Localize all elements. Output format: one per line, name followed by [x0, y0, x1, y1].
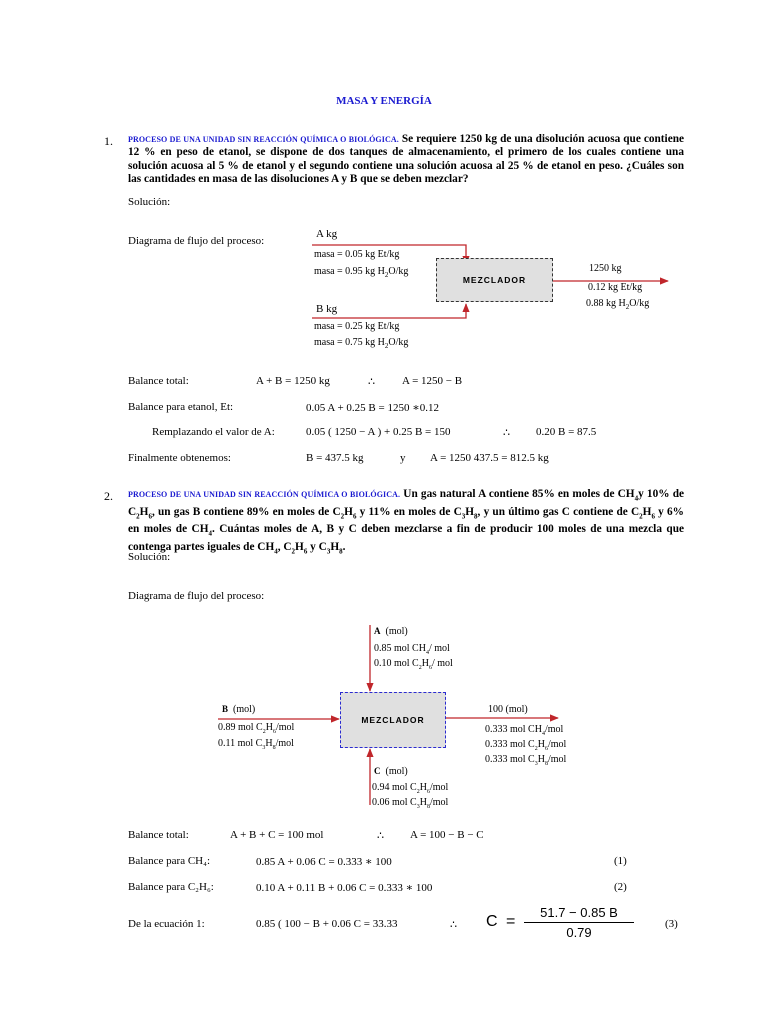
- p2-stream-a-ch4: 0.85 mol $CH_4/$ mol: [374, 643, 450, 656]
- p2-stream-c-c3h8: 0.06 mol $C_3H_8$/mol: [372, 797, 449, 810]
- eq2-1-rhs: A = 100 − B − C: [410, 829, 484, 841]
- p2-stream-b-c3h8: 0.11 mol $C_3H_8$/mol: [218, 738, 294, 751]
- output-1-mass: 1250 kg: [589, 263, 622, 274]
- output-1-water: 0.88 kg $H_2O/kg$: [586, 298, 650, 311]
- eq1-1-therefore: ∴: [368, 376, 375, 388]
- stream-b-water: masa = 0.75 kg $H_2O/kg$: [314, 337, 409, 350]
- eq2-4-therefore: ∴: [450, 919, 457, 931]
- problem-1-text: Se requiere 1250 kg de una disolución acuosa que contiene 12 % en peso de etanol, se dispone de dos tanques de almacenamiento, el primero de los cuales contiene una solución acuosa al 5 % de etanol y el segundo contiene una solución acuosa al 25 % de etanol en peso. ¿Cuáles son las cantidades en masa de las disoluciones A y B que se deben mezclar?: [128, 133, 685, 186]
- eq2-2-lhs: 0.85 A + 0.06 C = 0.333 ∗ 100: [256, 856, 392, 868]
- p2-output-ch4: 0.333 mol $CH_4$/mol: [485, 724, 564, 737]
- stream-b-ethanol: masa = 0.25 kg Et/kg: [314, 321, 400, 332]
- problem-1-number: 1.: [104, 134, 113, 148]
- p2-stream-a-c2h6: 0.10 mol $C_2H_6/$ mol: [374, 658, 453, 671]
- p2-stream-c-header: C (mol): [374, 766, 408, 777]
- eq2-4-variable: C: [486, 913, 498, 930]
- p2-output-c2h6: 0.333 mol $C_2H_6$/mol: [485, 739, 567, 752]
- p2-stream-b-c2h6: 0.89 mol $C_2H_6$/mol: [218, 722, 295, 735]
- stream-a-name: A kg: [316, 228, 338, 240]
- diagram-2-label: Diagrama de flujo del proceso:: [128, 590, 265, 602]
- eq2-4-numerator: 51.7 − 0.85 B: [540, 905, 618, 920]
- eq2-4-lhs: 0.85 ( 100 − B + 0.06 C = 33.33: [256, 918, 398, 930]
- mixer-1-label: MEZCLADOR: [462, 275, 527, 285]
- eq2-3-label: Balance para C₂H₆:: [128, 881, 214, 893]
- p2-output-total: 100 (mol): [488, 704, 528, 715]
- stream-a-ethanol: masa = 0.05 kg Et/kg: [314, 249, 400, 260]
- eq2-2-number: (1): [614, 855, 627, 867]
- eq1-3-lhs: 0.05 ( 1250 − A ) + 0.25 B = 150: [306, 426, 451, 438]
- page-title: MASA Y ENERGÍA: [336, 95, 432, 107]
- eq2-3-lhs: 0.10 A + 0.11 B + 0.06 C = 0.333 ∗ 100: [256, 882, 433, 894]
- eq1-2-lhs: 0.05 A + 0.25 B = 1250 ∗0.12: [306, 402, 439, 414]
- eq1-2-label: Balance para etanol, Et:: [128, 401, 234, 413]
- p2-output-c3h8: 0.333 mol $C_3H_8$/mol: [485, 754, 567, 767]
- eq2-1-lhs: A + B + C = 100 mol: [230, 829, 324, 841]
- eq2-1-therefore: ∴: [377, 830, 384, 842]
- mixer-2-box: [340, 692, 446, 748]
- eq1-1-label: Balance total:: [128, 375, 189, 387]
- problem-2-number: 2.: [104, 489, 113, 503]
- p2-stream-b-header: B (mol): [222, 704, 256, 715]
- eq1-3-label: Remplazando el valor de A:: [152, 426, 275, 438]
- mixer-2-label: MEZCLADOR: [361, 715, 425, 725]
- eq1-4-label: Finalmente obtenemos:: [128, 452, 231, 464]
- eq1-3-therefore: ∴: [503, 427, 510, 439]
- output-1-ethanol: 0.12 kg Et/kg: [588, 282, 643, 293]
- eq2-4-denominator: 0.79: [566, 925, 592, 940]
- eq1-4-rhs: A = 1250 437.5 = 812.5 kg: [430, 452, 549, 464]
- eq1-1-rhs: A = 1250 − B: [402, 375, 463, 387]
- eq1-1-lhs: A + B = 1250 kg: [256, 375, 330, 387]
- problem-2-tag: PROCESO DE UNA UNIDAD SIN REACCIÓN QUÍMICA O BIOLÓGICA.: [128, 490, 401, 499]
- p2-stream-c-c2h6: 0.94 mol $C_2H_6$/mol: [372, 782, 449, 795]
- eq2-4-label: De la ecuación 1:: [128, 918, 205, 930]
- problem-1-tag: PROCESO DE UNA UNIDAD SIN REACCIÓN QUÍMICA O BIOLÓGICA.: [128, 135, 399, 144]
- stream-b-name: B kg: [316, 303, 338, 315]
- solution-1-label: Solución:: [128, 196, 171, 208]
- eq2-3-number: (2): [614, 881, 627, 893]
- stream-a-water: masa = 0.95 kg $H_2O/kg$: [314, 266, 409, 279]
- mixer-1-box: [436, 258, 553, 302]
- eq2-4-equals: =: [506, 913, 516, 930]
- problem-2-statement: PROCESO DE UNA UNIDAD SIN REACCIÓN QUÍMICA O BIOLÓGICA. Un gas natural A contiene 85% en moles de $CH_4y$ 10% de $C_2H_6$, un gas B contiene 89% en moles de $C_2H_6$ y 11% en moles de $C_3H_8$, y un último gas C contiene de $C_2H_6$ y 6% en moles de $CH_4$. Cuántas moles de A, B y C deben mezclarse a fin de producir 100 moles de una mezcla que contenga partes iguales de $CH_4$, $C_2H_6$ y $C_3H_8$.: [128, 488, 684, 556]
- eq1-4-and: y: [400, 452, 406, 464]
- eq2-4-fraction: [524, 905, 634, 940]
- solution-2-label: Solución:: [128, 551, 171, 563]
- eq1-4-lhs: B = 437.5 kg: [306, 452, 364, 464]
- eq2-2-label: Balance para CH₄:: [128, 855, 211, 867]
- eq1-3-rhs: 0.20 B = 87.5: [536, 426, 597, 438]
- p2-stream-a-header: A (mol): [374, 626, 408, 637]
- eq2-4-number: (3): [665, 918, 678, 930]
- eq2-1-label: Balance total:: [128, 829, 189, 841]
- diagram-1-label: Diagrama de flujo del proceso:: [128, 235, 265, 247]
